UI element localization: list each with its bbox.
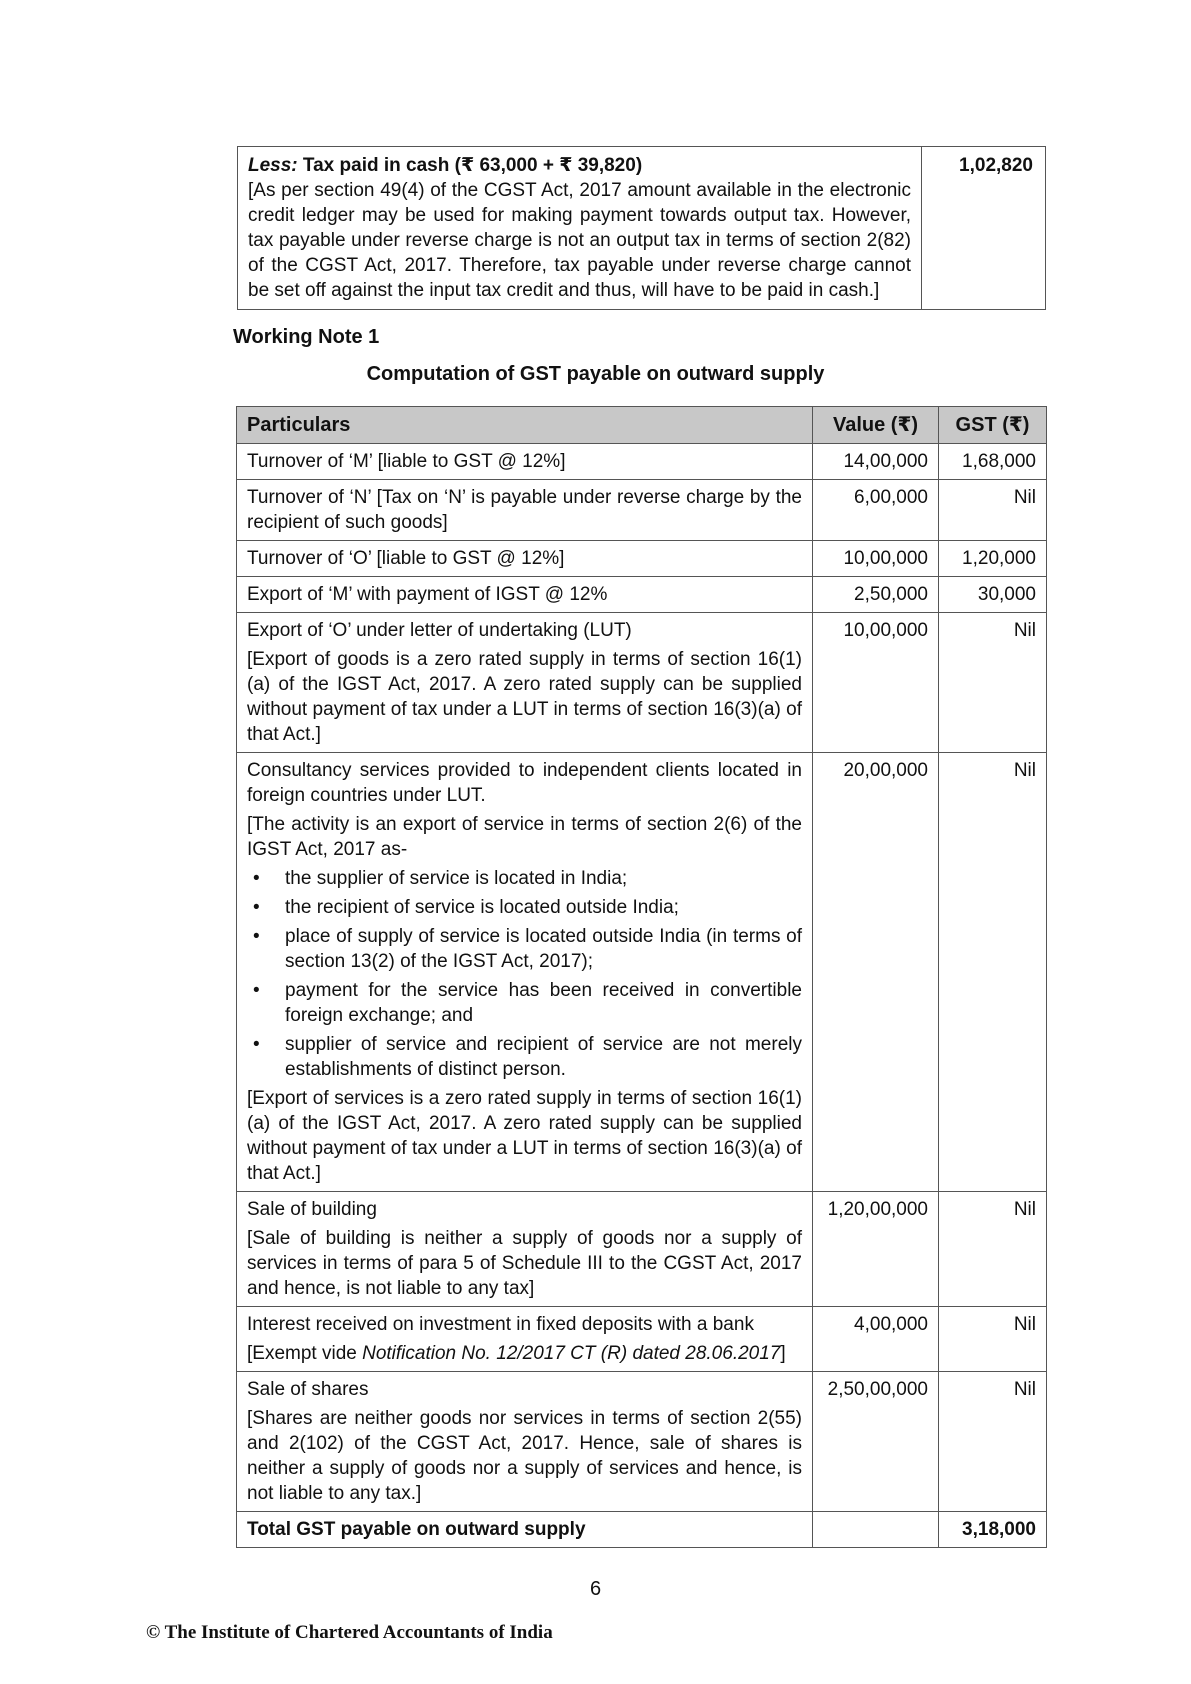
row-value: 14,00,000	[813, 444, 939, 480]
row-particulars: Export of ‘O’ under letter of undertaking (LUT)	[247, 620, 632, 641]
list-item: • place of supply of service is located outside India (in terms of section 13(2) of the IGST Act, 2017);	[247, 924, 802, 974]
table-row	[237, 480, 1047, 541]
row-particulars-cell	[237, 613, 813, 753]
row-gst: 1,20,000	[939, 541, 1047, 577]
table-row	[237, 1307, 1047, 1372]
tax-paid-in-cash-particulars	[238, 147, 922, 310]
row-particulars: Turnover of ‘N’ [Tax on ‘N’ is payable under reverse charge by the recipient of such goods]	[237, 480, 813, 541]
tax-paid-explanation: [As per section 49(4) of the CGST Act, 2017 amount available in the electronic credit ledger may be used for making payment towards output tax. However, tax payable under reverse charge is not an output tax in terms of section 2(82) of the CGST Act, 2017. Therefore, tax payable under reverse charge cannot be set off against the input tax credit and thus, will have to be paid in cash.]	[248, 180, 911, 301]
row-particulars: Sale of building	[247, 1199, 377, 1220]
row-gst: Nil	[939, 753, 1047, 1192]
row-particulars-cell	[237, 1192, 813, 1307]
tax-paid-in-cash-row	[238, 147, 1046, 310]
row-note: [Export of goods is a zero rated supply in terms of section 16(1)(a) of the IGST Act, 2017. A zero rated supply can be supplied without payment of tax under a LUT in terms of section 16(3)(a) of that Act.]	[247, 649, 802, 745]
tax-paid-in-cash-table	[237, 146, 1046, 310]
total-value	[813, 1512, 939, 1548]
computation-title: Computation of GST payable on outward supply	[366, 363, 825, 385]
row-particulars-cell	[237, 753, 813, 1192]
row-gst: Nil	[939, 613, 1047, 753]
row-note: [Sale of building is neither a supply of goods nor a supply of services in terms of para 5 of Schedule III to the CGST Act, 2017 and hence, is not liable to any tax]	[247, 1228, 802, 1299]
row-note	[247, 1341, 802, 1366]
header-gst: GST (₹)	[939, 407, 1047, 444]
note-suffix: ]	[780, 1343, 786, 1364]
gst-computation-table	[236, 406, 1047, 1548]
table-row	[237, 1372, 1047, 1512]
export-conditions-list	[247, 866, 802, 1082]
table-row	[237, 613, 1047, 753]
row-value: 10,00,000	[813, 541, 939, 577]
table-row	[237, 541, 1047, 577]
row-note: [The activity is an export of service in terms of section 2(6) of the IGST Act, 2017 as-	[247, 814, 802, 860]
row-gst: Nil	[939, 1192, 1047, 1307]
row-particulars: Sale of shares	[247, 1379, 369, 1400]
row-gst: Nil	[939, 480, 1047, 541]
total-row	[237, 1512, 1047, 1548]
table-row	[237, 1192, 1047, 1307]
footer-copyright: © The Institute of Chartered Accountants of India	[146, 1622, 553, 1643]
tax-paid-heading-text: Tax paid in cash (₹ 63,000 + ₹ 39,820)	[302, 155, 643, 176]
header-particulars: Particulars	[237, 407, 813, 444]
row-gst: 1,68,000	[939, 444, 1047, 480]
row-particulars-cell	[237, 1307, 813, 1372]
total-gst: 3,18,000	[939, 1512, 1047, 1548]
tax-paid-amount: 1,02,820	[922, 147, 1046, 310]
row-value: 20,00,000	[813, 753, 939, 1192]
table-row	[237, 444, 1047, 480]
list-item: • supplier of service and recipient of service are not merely establishments of distinct person.	[247, 1032, 802, 1082]
row-value: 6,00,000	[813, 480, 939, 541]
row-value: 2,50,000	[813, 577, 939, 613]
list-item: • the recipient of service is located outside India;	[247, 895, 802, 920]
row-particulars: Export of ‘M’ with payment of IGST @ 12%	[237, 577, 813, 613]
list-item: • the supplier of service is located in India;	[247, 866, 802, 891]
row-note-2: [Export of services is a zero rated supply in terms of section 16(1)(a) of the IGST Act, 2017. A zero rated supply can be supplied without payment of tax under a LUT in terms of section 16(3)(a) of that Act.]	[247, 1088, 802, 1184]
row-gst: Nil	[939, 1372, 1047, 1512]
row-value: 2,50,00,000	[813, 1372, 939, 1512]
less-prefix: Less:	[248, 155, 298, 176]
header-value: Value (₹)	[813, 407, 939, 444]
row-gst: Nil	[939, 1307, 1047, 1372]
list-item: • payment for the service has been received in convertible foreign exchange; and	[247, 978, 802, 1028]
table-row	[237, 753, 1047, 1192]
table-header-row	[237, 407, 1047, 444]
row-particulars: Interest received on investment in fixed deposits with a bank	[247, 1314, 754, 1335]
row-particulars: Turnover of ‘M’ [liable to GST @ 12%]	[237, 444, 813, 480]
row-note: [Shares are neither goods nor services in terms of section 2(55) and 2(102) of the CGST Act, 2017. Hence, sale of shares is neither a supply of goods nor a supply of services and hence, is not liable to any tax.]	[247, 1408, 802, 1504]
tax-paid-heading	[248, 153, 911, 178]
notification-reference: Notification No. 12/2017 CT (R) dated 28.06.2017	[362, 1343, 781, 1364]
row-value: 4,00,000	[813, 1307, 939, 1372]
total-label: Total GST payable on outward supply	[237, 1512, 813, 1548]
row-particulars: Consultancy services provided to independent clients located in foreign countries under LUT.	[247, 760, 802, 806]
row-particulars-cell	[237, 1372, 813, 1512]
note-prefix: [Exempt vide	[247, 1343, 363, 1364]
working-note-heading: Working Note 1	[233, 326, 380, 348]
table-row	[237, 577, 1047, 613]
row-particulars: Turnover of ‘O’ [liable to GST @ 12%]	[237, 541, 813, 577]
row-gst: 30,000	[939, 577, 1047, 613]
row-value: 1,20,00,000	[813, 1192, 939, 1307]
page-number: 6	[589, 1578, 602, 1600]
row-value: 10,00,000	[813, 613, 939, 753]
